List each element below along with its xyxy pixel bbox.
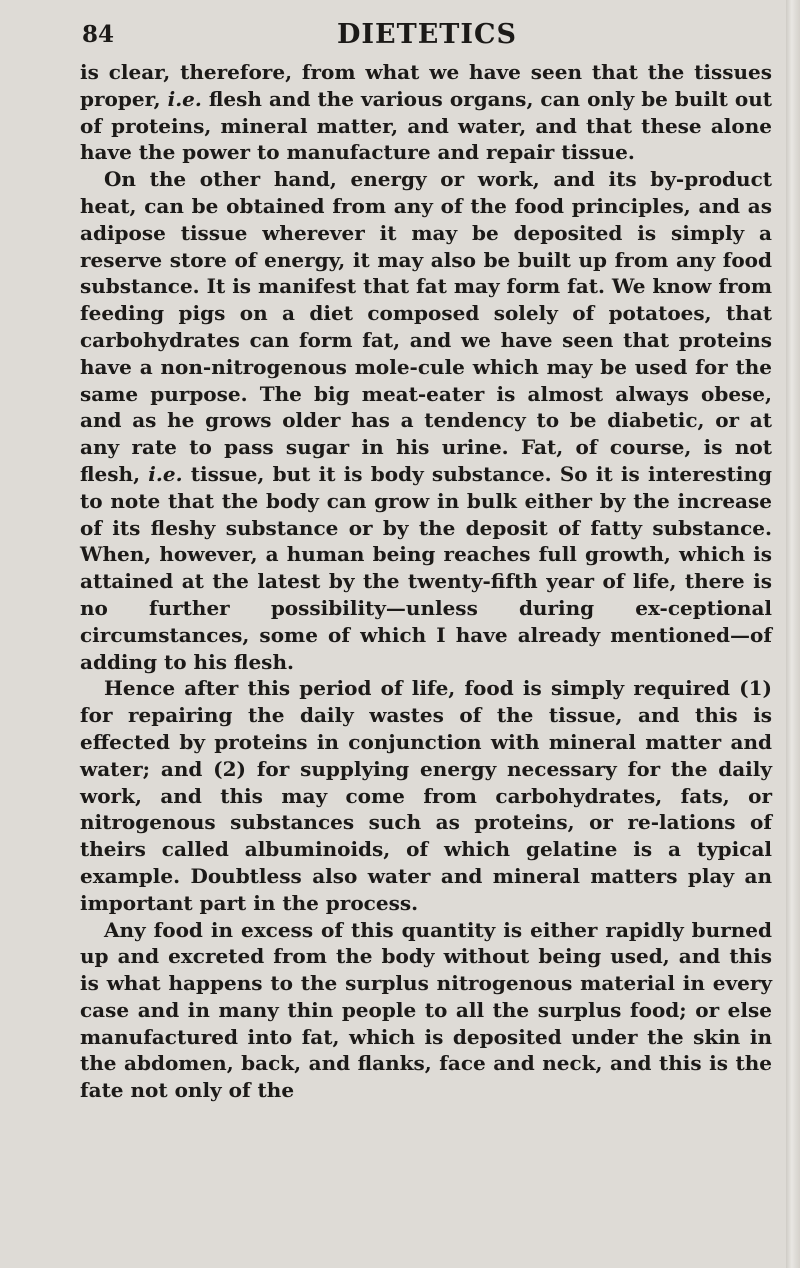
italic-abbreviation: i.e. bbox=[167, 86, 202, 111]
paragraph-1 bbox=[80, 59, 772, 166]
paragraph-text: flesh and the various organs, can only be built out of proteins, mineral matter, and water, and that these alone have the power to manufacture and repair tissue. bbox=[80, 86, 773, 165]
paragraph-text: is clear, therefore, from what we have seen that the tissues proper, bbox=[80, 60, 772, 111]
paragraph-text: On the other hand, energy or work, and its by-product heat, can be obtained from any of the food principles, and as adipose tissue wherever it may be deposited is simply a reserve store of energy, it may also be built up from any food substance. It is manifest that fat may form fat. We know from feeding pigs on a diet composed solely of potatoes, that carbohydrates can form fat, and we have seen that proteins have a non-nitrogenous mole-cule which may be used for the same purpose. The big meat-eater is almost always obese, and as he grows older has a tendency to be diabetic, or at any rate to pass sugar in his urine. Fat, of course, is not flesh, bbox=[80, 167, 772, 486]
italic-abbreviation: i.e. bbox=[148, 461, 183, 486]
paragraph-text: Any food in excess of this quantity is either rapidly burned up and excreted from the body without being used, and this is what happens to the surplus nitrogenous material in every case and in many thin people to all the surplus food; or else manufactured into fat, which is deposited under the skin in the abdomen, back, and flanks, face and neck, and this is the fate not only of the bbox=[80, 917, 772, 1103]
paragraph-3 bbox=[80, 675, 772, 916]
paragraph-4 bbox=[80, 917, 772, 1105]
page-header bbox=[82, 18, 772, 52]
paragraph-text: tissue, but it is body substance. So it is interesting to note that the body can grow in bulk either by the increase of its fleshy substance or by the deposit of fatty substance. When, however, a human being reaches full growth, which is attained at the latest by the twenty-fifth year of life, there is no further possibility—unless during ex-ceptional circumstances, some of which I have already mentioned—of adding to his flesh. bbox=[80, 461, 772, 674]
paragraph-text: Hence after this period of life, food is simply required (1) for repairing the daily wastes of the tissue, and this is effected by proteins in conjunction with mineral matter and water; and (2) for supplying energy necessary for the daily work, and this may come from carbohydrates, fats, or nitrogenous substances such as proteins, or re-lations of theirs called albuminoids, of which gelatine is a typical example. Doubtless also water and mineral matters play an important part in the process. bbox=[80, 676, 772, 915]
page-number: 84 bbox=[82, 21, 115, 48]
running-title: DIETETICS bbox=[336, 19, 517, 50]
body-text bbox=[80, 59, 772, 1104]
paragraph-2 bbox=[80, 166, 772, 675]
page-edge-shadow bbox=[786, 0, 800, 1268]
